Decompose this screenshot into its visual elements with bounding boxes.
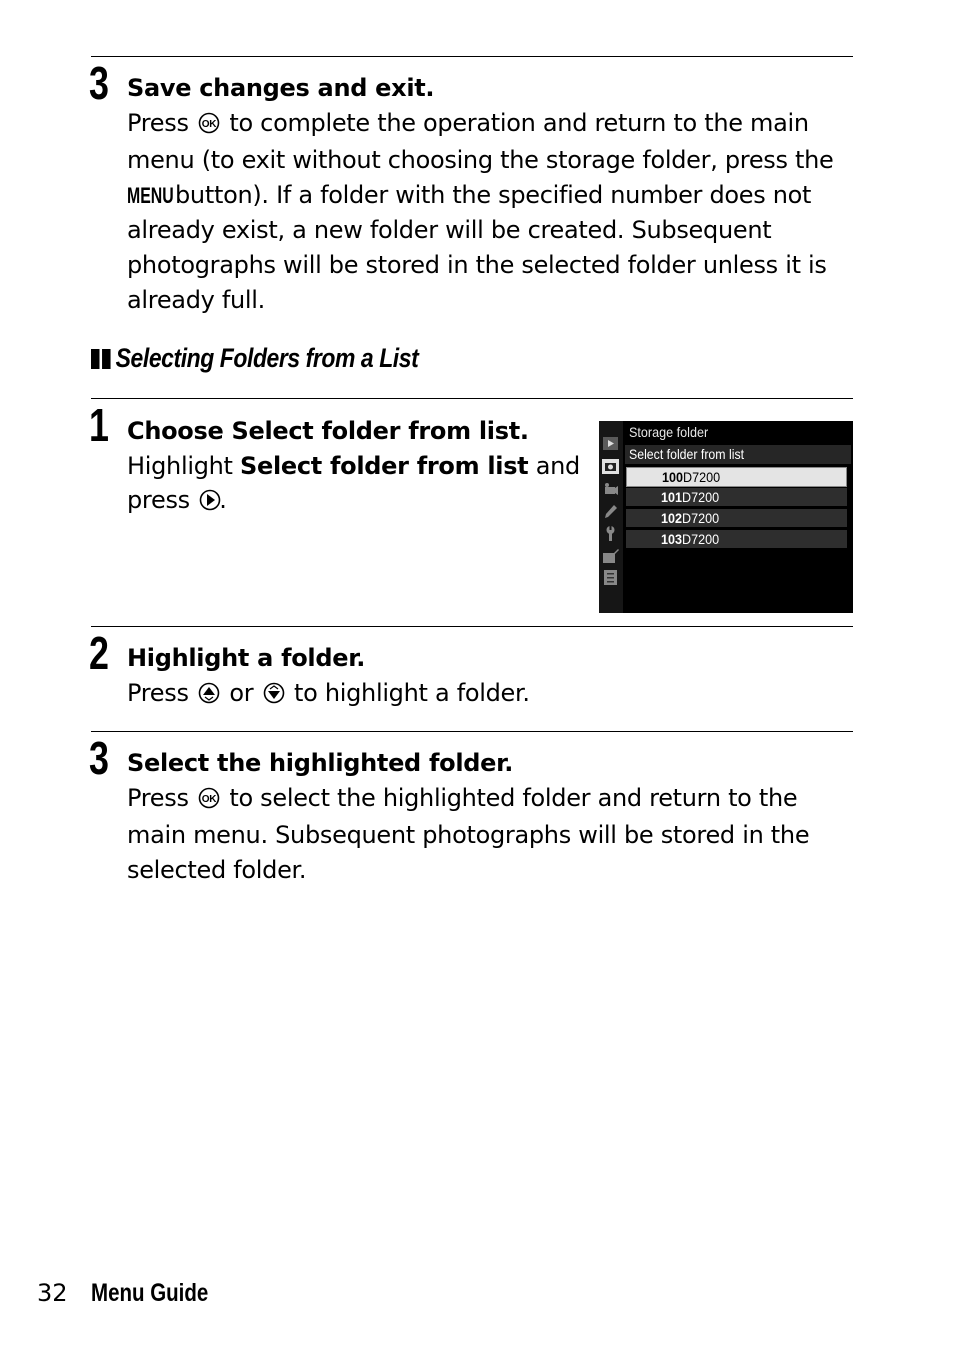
folder-label	[662, 469, 720, 485]
step-title: Highlight a folder.	[127, 644, 366, 672]
folder-number: 102	[661, 510, 683, 526]
title-prefix: Choose	[127, 417, 232, 445]
multi-selector-down-icon	[263, 679, 285, 714]
step-body	[127, 106, 853, 318]
step-body	[127, 781, 853, 888]
step-choose-folder	[127, 414, 587, 521]
screen-subtitle: Select folder from list	[629, 446, 745, 462]
folder-number: 100	[662, 469, 684, 485]
step-highlight-folder	[127, 641, 853, 713]
step-number: 3	[89, 57, 109, 109]
folder-list-item[interactable]	[626, 509, 847, 527]
step-number: 2	[89, 627, 109, 679]
body-text: to select the highlighted folder and return to the main menu. Subsequent photographs will be stored in the selected folder.	[127, 783, 810, 884]
folder-label	[661, 489, 719, 505]
svg-text:OK: OK	[201, 793, 217, 805]
body-text: and press	[127, 451, 580, 515]
body-text: .	[219, 486, 227, 515]
body-text: Press	[127, 108, 189, 137]
body-text: Press	[127, 678, 189, 707]
body-text: Highlight	[127, 451, 240, 480]
step-title	[127, 414, 587, 449]
folder-label	[661, 510, 719, 526]
photo-shooting-menu-icon	[602, 458, 619, 475]
body-bold: Select folder from list	[239, 451, 529, 480]
multi-selector-right-icon	[199, 486, 221, 521]
step-title: Select the highlighted folder.	[127, 749, 514, 777]
step-body	[127, 676, 853, 714]
body-text: to highlight a folder.	[294, 678, 530, 707]
ok-button-icon	[198, 784, 220, 819]
step-number: 3	[89, 732, 109, 784]
footer-section-title: Menu Guide	[91, 1279, 209, 1307]
step-rule	[91, 398, 853, 399]
page-number: 32	[37, 1279, 68, 1307]
folder-name: D7200	[682, 531, 720, 547]
setup-menu-wrench-icon	[602, 525, 619, 542]
menu-button-label: MENU	[127, 182, 174, 208]
step-title: Save changes and exit.	[127, 74, 435, 102]
heading-marker-icon	[102, 349, 111, 369]
folder-label	[661, 531, 719, 547]
playback-menu-icon	[602, 435, 619, 452]
screen-subtitle-bar	[625, 445, 851, 464]
top-rule	[91, 56, 853, 57]
step-number: 1	[89, 399, 109, 451]
retouch-menu-icon	[602, 547, 619, 564]
folder-number: 101	[661, 489, 683, 505]
section-subheading	[91, 340, 418, 376]
folder-list-item[interactable]	[626, 467, 847, 487]
multi-selector-up-icon	[198, 679, 220, 714]
body-text: or	[229, 678, 254, 707]
folder-number: 103	[661, 531, 683, 547]
folder-list-item[interactable]	[626, 530, 847, 548]
step-body	[127, 449, 587, 521]
heading-marker-icon	[91, 349, 100, 369]
svg-text:OK: OK	[201, 118, 217, 130]
body-text: to complete the operation and return to the main menu (to exit without choosing the storage folder, press the	[127, 108, 834, 175]
step-select-folder	[127, 746, 853, 887]
step-save-changes	[127, 71, 853, 317]
folder-name: D7200	[683, 469, 721, 485]
body-text: button). If a folder with the specified number does not already exist, a new folder will be created. Subsequent photographs will be stored in the selected folder unless it is already full.	[127, 180, 827, 314]
step-rule	[91, 626, 853, 627]
ok-button-icon	[198, 109, 220, 144]
folder-name: D7200	[682, 510, 720, 526]
movie-shooting-menu-icon	[602, 481, 619, 498]
folder-name: D7200	[682, 489, 720, 505]
title-bold: Select folder from list.	[231, 417, 529, 445]
custom-settings-pencil-icon	[602, 503, 619, 520]
my-menu-icon	[602, 569, 619, 586]
folder-list-item[interactable]	[626, 488, 847, 506]
subheading-text: Selecting Folders from a List	[115, 343, 419, 373]
screen-title: Storage folder	[629, 424, 709, 440]
camera-menu-screen	[599, 421, 853, 613]
step-rule	[91, 731, 853, 732]
body-text: Press	[127, 783, 189, 812]
menu-tab-sidebar	[599, 421, 623, 613]
